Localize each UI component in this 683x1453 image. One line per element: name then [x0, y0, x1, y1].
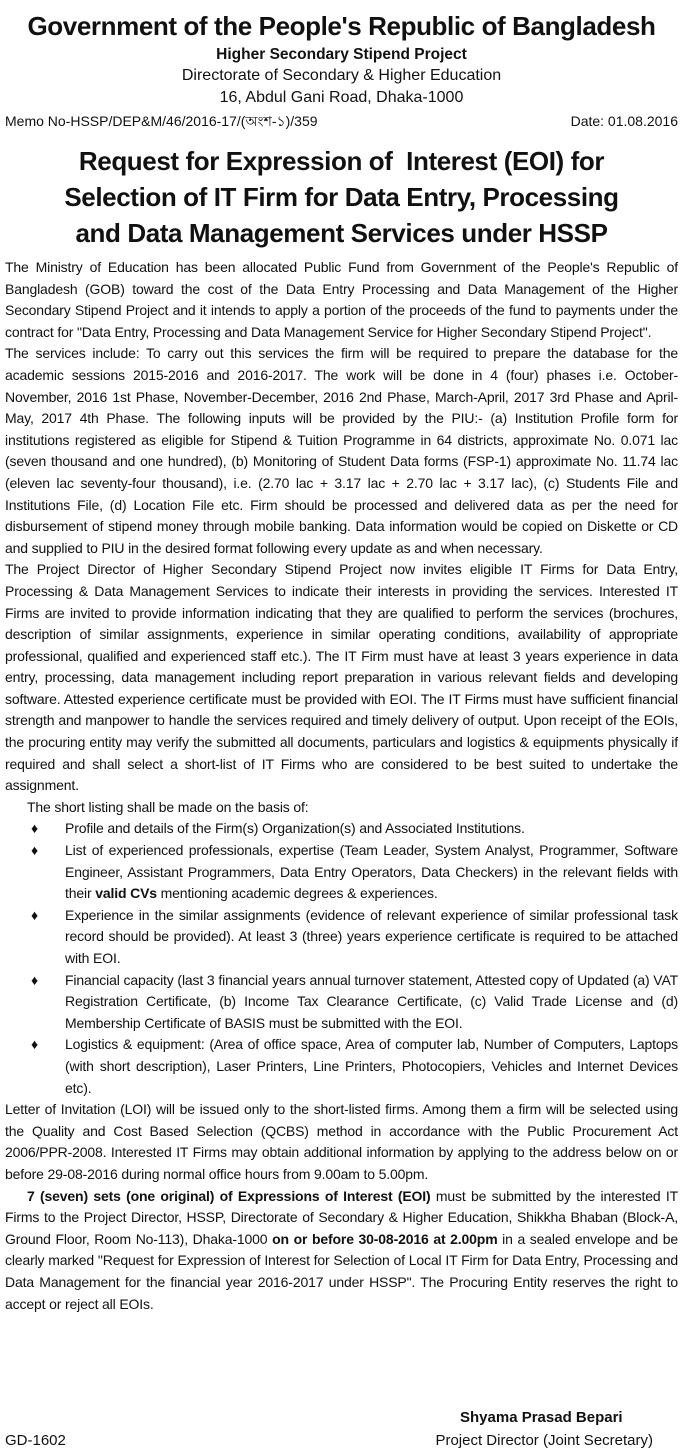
footer-row	[5, 1431, 653, 1451]
memo-row	[5, 111, 678, 131]
diamond-bullet-icon: ♦	[31, 971, 38, 988]
criteria-text: Financial capacity (last 3 financial years annual turnover statement, Attested copy of Updated (a) VAT Registration Certificate, (b) Income Tax Clearance Certificate, (c) Valid Trade License and (d) Membership Certificate of BASIS must be submitted with the EOI.	[65, 971, 678, 1031]
shortlist-intro: The short listing shall be made on the basis of:	[27, 798, 309, 815]
diamond-bullet-icon: ♦	[31, 842, 38, 859]
submission-deadline-bold: on or before 30-08-2016 at 2.00pm	[272, 1230, 498, 1247]
diamond-bullet-icon: ♦	[31, 820, 38, 837]
criteria-item-professionals	[5, 840, 678, 905]
criteria-text: Profile and details of the Firm(s) Organization(s) and Associated Institutions.	[65, 820, 525, 837]
paragraph-submission	[5, 1186, 678, 1316]
memo-date: Date: 01.08.2016	[570, 113, 678, 129]
eoi-title-line-2: Selection of IT Firm for Data Entry, Processing	[64, 182, 619, 212]
signatory-designation: Project Director (Joint Secretary)	[435, 1432, 653, 1449]
paragraph-loi: Letter of Invitation (LOI) will be issued only to the short-listed firms. Among them a firm will be selected using the Quality and Cost Based Selection (QCBS) method in accordance with the Public Procurement Act 2006/PPR-2008. Interested IT Firms may obtain additional information by applying to the address below on or before 29-08-2016 during normal office hours from 9.00am to 5.00pm.	[5, 1101, 678, 1182]
criteria-item-financial	[5, 970, 678, 1035]
diamond-bullet-icon: ♦	[31, 906, 38, 923]
paragraph-services: The services include: To carry out this services the firm will be required to prepare the database for the academic sessions 2015-2016 and 2016-2017. The work will be done in 4 (four) phases i.e. October-November, 2016 1st Phase, November-December, 2016 2nd Phase, March-April, 2017 3rd Phase and April-May, 2017 4th Phase. The following inputs will be provided by the PIU:- (a) Institution Profile form for institutions registered as eligible for Stipend & Tuition Programme in 64 districts, approximate No. 0.071 lac (seven thousand and one hundred), (b) Monitoring of Student Data forms (FSP-1) approximate No. 11.74 lac (eleven lac seventy-four thousand), i.e. (2.70 lac + 3.17 lac + 2.70 lac + 3.17 lac), (c) Students File and Institutions File, (d) Location File etc. Firm should be processed and delivered data as per the need for disbursement of stipend money through mobile banking. Data information would be copied on Diskette or CD and supplied to PIU in the desired format following every update as and when necessary.	[5, 345, 678, 556]
government-title: Government of the People's Republic of Bangladesh	[27, 11, 656, 41]
criteria-item-profile	[5, 818, 678, 840]
signatory-name: Shyama Prasad Bepari	[460, 1409, 623, 1426]
criteria-text: mentioning academic degrees & experiences.	[156, 885, 438, 902]
office-address: 16, Abdul Gani Road, Dhaka-1000	[219, 89, 464, 106]
eoi-title-line-3: and Data Management Services under HSSP	[75, 218, 608, 248]
criteria-text: List of experienced professionals, expertise (Team Leader, System Analyst, Programmer, Software Engineer, Assistant Programmers, Data Entry Operators, Data Checkers) in the relevant fields with their	[65, 842, 678, 902]
criteria-text: Logistics & equipment: (Area of office space, Area of computer lab, Number of Computers, Laptops (with short description), Laser Printers, Line Printers, Photocopiers, Vehicles and Internet Devices etc).	[65, 1036, 678, 1096]
directorate-name: Directorate of Secondary & Higher Education	[181, 67, 502, 84]
eoi-title	[5, 143, 678, 251]
project-name: Higher Secondary Stipend Project	[216, 46, 467, 63]
eoi-title-line-1: Request for Expression of Interest (EOI) for	[78, 146, 605, 176]
diamond-bullet-icon: ♦	[31, 1036, 38, 1053]
paragraph-funding: The Ministry of Education has been allocated Public Fund from Government of the People's Republic of Bangladesh (GOB) toward the cost of the Data Entry Processing and Data Management of the Higher Secondary Stipend Project and it intends to apply a portion of the proceeds of the fund to payments under the contract for "Data Entry, Processing and Data Management Service for Higher Secondary Stipend Project".	[5, 259, 678, 340]
submission-sets-bold: 7 (seven) sets (one original) of Expressions of Interest (EOI)	[27, 1187, 431, 1204]
submission-text: in a sealed envelope and be clearly marked "Request for Expression of Interest for Selection of Local IT Firm for Data Entry, Processing and Data Management for the financial year 2016-2017 under HSSP". The Procuring Entity reserves the right to accept or reject all EOIs.	[5, 1230, 678, 1312]
criteria-item-logistics	[5, 1034, 678, 1099]
shortlist-criteria-list	[5, 818, 678, 1099]
submission-text: must be submitted by the interested IT Firms to the Project Director, HSSP, Directorate of Secondary & Higher Education, Shikkha Bhaban (Block-A, Ground Floor, Room No-113), Dhaka-1000	[5, 1187, 679, 1247]
paragraph-invitation: The Project Director of Higher Secondary Stipend Project now invites eligible IT Firms for Data Entry, Processing & Data Management Services to indicate their interests in providing the services. Interested IT Firms are invited to provide information indicating that they are qualified to perform the services (brochures, description of similar assignments, experience in similar operating conditions, availability of appropriate professional, qualified and experienced staff etc.). The IT Firm must have at least 3 years experience in data entry, processing, data management including report preparation in various relevant fields and developing software. Attested experience certificate must be provided with EOI. The IT Firms must have sufficient financial strength and manpower to handle the services required and timely delivery of output. Upon receipt of the EOIs, the procuring entity may verify the submitted all documents, particulars and logistics & equipments physically if required and shall select a short-list of IT Firms who are considered to be best suited to undertake the assignment.	[5, 561, 678, 794]
criteria-item-experience	[5, 905, 678, 970]
gd-code: GD-1602	[5, 1432, 66, 1449]
criteria-text-bold: valid CVs	[95, 885, 157, 902]
memo-number: Memo No-HSSP/DEP&M/46/2016-17/(অংশ-১)/359	[5, 113, 318, 129]
criteria-text: Experience in the similar assignments (evidence of relevant experience of similar professional task record should be provided). At least 3 (three) years experience certificate is required to be attached with EOI.	[65, 906, 678, 966]
